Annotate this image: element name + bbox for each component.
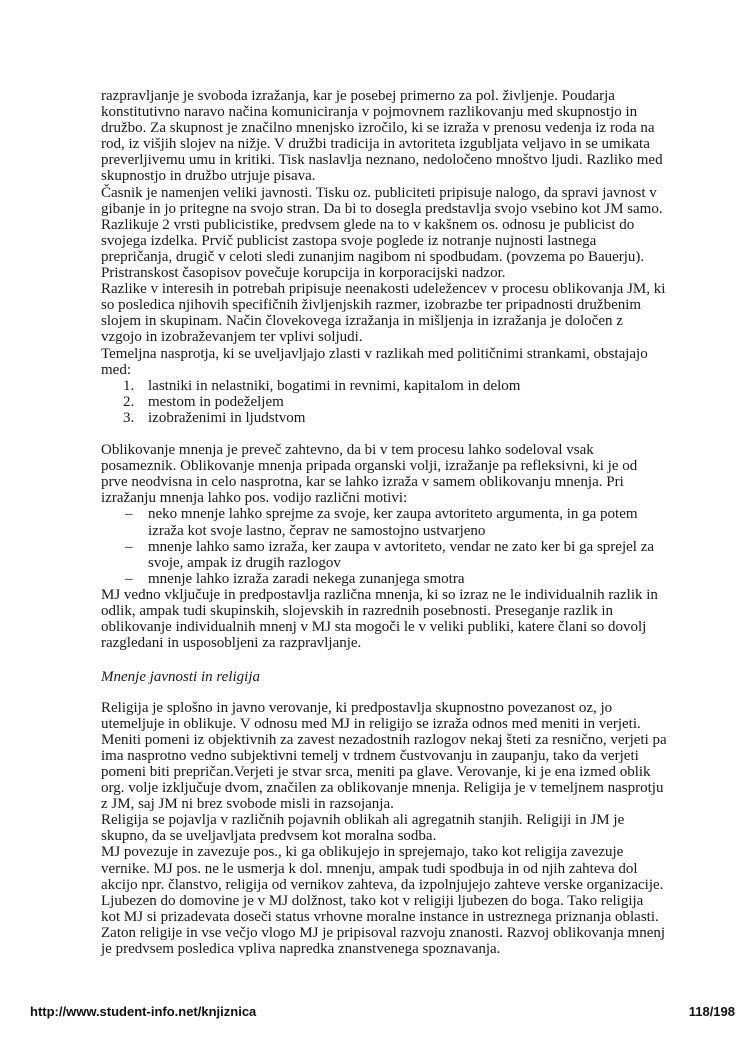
list-item-text: lastniki in nelastniki, bogatimi in revnimi, kapitalom in delom <box>148 377 521 394</box>
text-line: org. volje izključuje dvom, značilen za oblikovanje mnenja. Religija je v temeljnem nasprotju <box>101 780 664 797</box>
paragraph <box>101 185 721 282</box>
text-line: vzgojo in izobraževanjem ter vplivi soljudi. <box>101 329 363 346</box>
paragraph <box>101 281 721 345</box>
text-line: ima nasprotno vedno subjektivni temelj v trdnem čustvovanju in zaupanju, tako da verjeti <box>101 747 639 764</box>
spacer <box>101 651 721 667</box>
numbered-list <box>101 378 721 426</box>
text-line: prve neodvisna in celo nasprotna, kar se lahko izraža v samem oblikovanju mnenja. Pri <box>101 474 624 491</box>
paragraph <box>101 812 721 844</box>
document-body <box>101 88 721 957</box>
list-item <box>101 378 721 394</box>
bullet-text: izraža kot svoje lastno, čeprav ne samostojno ustvarjeno <box>148 522 486 539</box>
text-line: družbo. Za skupnost je značilno mnenjsko izročilo, ki se izraža v prenosu vedenja iz roda na <box>101 120 655 137</box>
text-line: oblikovanje individualnih mnenj v MJ sta mogoči le v veliki publiki, katere člani so dovolj <box>101 619 647 636</box>
text-line: skupnostjo in družbo utrjuje pisava. <box>101 168 316 185</box>
list-number: 3. <box>123 409 135 426</box>
text-line: akcijo npr. članstvo, religija od vernikov zahteva, da izpolnjujejo zahteve verske organizacije. <box>101 876 664 893</box>
spacer <box>101 426 721 442</box>
text-line: razpravljanje je svoboda izražanja, kar je posebej primerno za pol. življenje. Poudarja <box>101 88 615 104</box>
text-line: gibanje in jo pritegne na svojo stran. Da bi to dosegla predstavlja svojo vsebino kot JM samo. <box>101 200 663 217</box>
text-line: med: <box>101 361 131 378</box>
text-line: Pristranskost časopisov povečuje korupcija in korporacijski nadzor. <box>101 265 506 282</box>
text-line: Religija je splošno in javno verovanje, ki predpostavlja skupnostno povezanost oz, jo <box>101 699 613 716</box>
bullet-text: neko mnenje lahko sprejme za svoje, ker zaupa avtoriteto argumenta, in ga potem <box>148 506 638 523</box>
text-line: je predvsem posledica vpliva napredka znanstvenega spoznavanja. <box>101 940 501 957</box>
text-line: kot MJ si prizadevata doseči status vrhovne moralne instance in ustreznega priznanja oblasti. <box>101 908 659 925</box>
bullet-text: mnenje lahko izraža zaradi nekega zunanjega smotra <box>148 570 465 587</box>
bullet-item-line <box>101 506 721 522</box>
text-line: konstitutivno naravo načina komuniciranja v pojmovnem razlikovanju med skupnostjo in <box>101 104 638 121</box>
paragraph <box>101 88 721 185</box>
bullet-item-line <box>101 539 721 555</box>
text-line: skupno, da se uveljavljata predvsem kot moralna sodba. <box>101 828 437 845</box>
dash-bullet-icon: – <box>125 506 133 523</box>
text-line: utemeljuje in oblikuje. V odnosu med MJ in religijo se izraža odnos med meniti in verjeti. <box>101 715 641 732</box>
text-line: Ljubezen do domovine je v MJ dolžnost, tako kot v religiji ljubezen do boga. Tako religija <box>101 892 644 909</box>
footer-url-link[interactable]: http://www.student-info.net/knjiznica <box>30 1004 257 1019</box>
text-line: izražanju mnenja lahko pos. vodijo različni motivi: <box>101 490 408 507</box>
paragraph <box>101 700 721 813</box>
paragraph <box>101 844 721 957</box>
bullet-text: mnenje lahko samo izraža, ker zaupa v avtoriteto, vendar ne zato ker bi ga sprejel za <box>148 538 655 555</box>
section-heading: Mnenje javnosti in religija <box>101 669 261 686</box>
list-item <box>101 394 721 410</box>
text-line: MJ povezuje in zavezuje pos., ki ga oblikujejo in sprejemajo, tako kot religija zavezuje <box>101 844 624 861</box>
list-item-text: izobraženimi in ljudstvom <box>148 409 306 426</box>
bullet-item-line <box>101 555 721 571</box>
paragraph <box>101 587 721 651</box>
list-item <box>101 410 721 426</box>
text-line: prepričanja, drugič v celoti sledi zunanjim nagibom ni spodbudam. (povzema po Bauerju). <box>101 248 645 265</box>
text-line: svojega izdelka. Prvič publicist zastopa svoje poglede iz notranje nujnosti lastnega <box>101 232 597 249</box>
page-footer <box>30 1004 735 1019</box>
spacer <box>101 683 721 699</box>
text-line: Temeljna nasprotja, ki se uveljavljajo zlasti v razlikah med političnimi strankami, obstajajo <box>101 345 648 362</box>
text-line: Razlikuje 2 vrsti publicistike, predvsem glede na to v kakšnem os. odnosu je publicist do <box>101 216 635 233</box>
paragraph <box>101 346 721 378</box>
list-number: 1. <box>123 377 135 394</box>
text-line: Meniti pomeni iz objektivnih za zavest nezadostnih razlogov nekaj šteti za resnično, verjeti pa <box>101 731 667 748</box>
paragraph <box>101 442 721 506</box>
dash-bullet-icon: – <box>125 538 133 555</box>
text-line: MJ vedno vključuje in predpostavlja različna mnenja, ki so izraz ne le individualnih razlik in <box>101 586 658 603</box>
text-line: posameznik. Oblikovanje mnenja pripada organski volji, izražanje pa refleksivni, ki je od <box>101 458 638 475</box>
text-line: pomeni biti prepričan.Verjeti je stvar srca, meniti pa glave. Verovanje, ki je ena izmed oblik <box>101 763 651 780</box>
text-line: razgledani in usposobljeni za razpravljanje. <box>101 635 362 652</box>
bullet-item-line <box>101 571 721 587</box>
text-line: odlik, ampak tudi skupinskih, slojevskih in razrednih posebnosti. Preseganje razlik in <box>101 603 613 619</box>
text-line: Časnik je namenjen veliki javnosti. Tisku oz. publiciteti pripisuje nalogo, da spravi javnost v <box>101 184 657 201</box>
text-line: Oblikovanje mnenja je preveč zahtevno, da bi v tem procesu lahko sodeloval vsak <box>101 442 594 459</box>
text-line: slojem in skupinam. Način človekovega izražanja in mišljenja in izražanja je določen z <box>101 313 623 330</box>
text-line: Razlike v interesih in potrebah pripisuje neenakosti udeležencev v procesu oblikovanja JM, ki <box>101 281 666 298</box>
dash-bullet-icon: – <box>125 570 133 587</box>
list-number: 2. <box>123 393 135 410</box>
text-line: vernike. MJ pos. ne le usmerja k dol. mnenju, ampak tudi spodbuja in od njih zahteva dol <box>101 860 638 877</box>
bullet-item-line <box>101 523 721 539</box>
bullet-text: svoje, ampak iz drugih razlogov <box>148 554 341 571</box>
list-item-text: mestom in podeželjem <box>148 393 284 410</box>
bullet-list <box>101 506 721 586</box>
text-line: Religija se pojavlja v različnih pojavnih oblikah ali agregatnih stanjih. Religiji in JM je <box>101 812 625 829</box>
text-line: so posledica njihovih specifičnih življenjskih razmer, izobrazbe ter pripadnosti družbenim <box>101 297 642 314</box>
text-line: z JM, saj JM ni brez svobode misli in razsojanja. <box>101 796 394 813</box>
text-line: preverljivemu umu in kritiki. Tisk naslavlja neznano, nedoločeno mnoštvo ljudi. Razliko med <box>101 152 663 169</box>
page-number: 118/198 <box>688 1004 735 1019</box>
text-line: rod, iz višjih slojev na nižje. V družbi tradicija in avtoriteta izgubljata veljavo in se umikata <box>101 136 650 153</box>
text-line: Zaton religije in vse večjo vlogo MJ je pripisoval razvoju znanosti. Razvoj oblikovanja mnenj <box>101 924 666 941</box>
